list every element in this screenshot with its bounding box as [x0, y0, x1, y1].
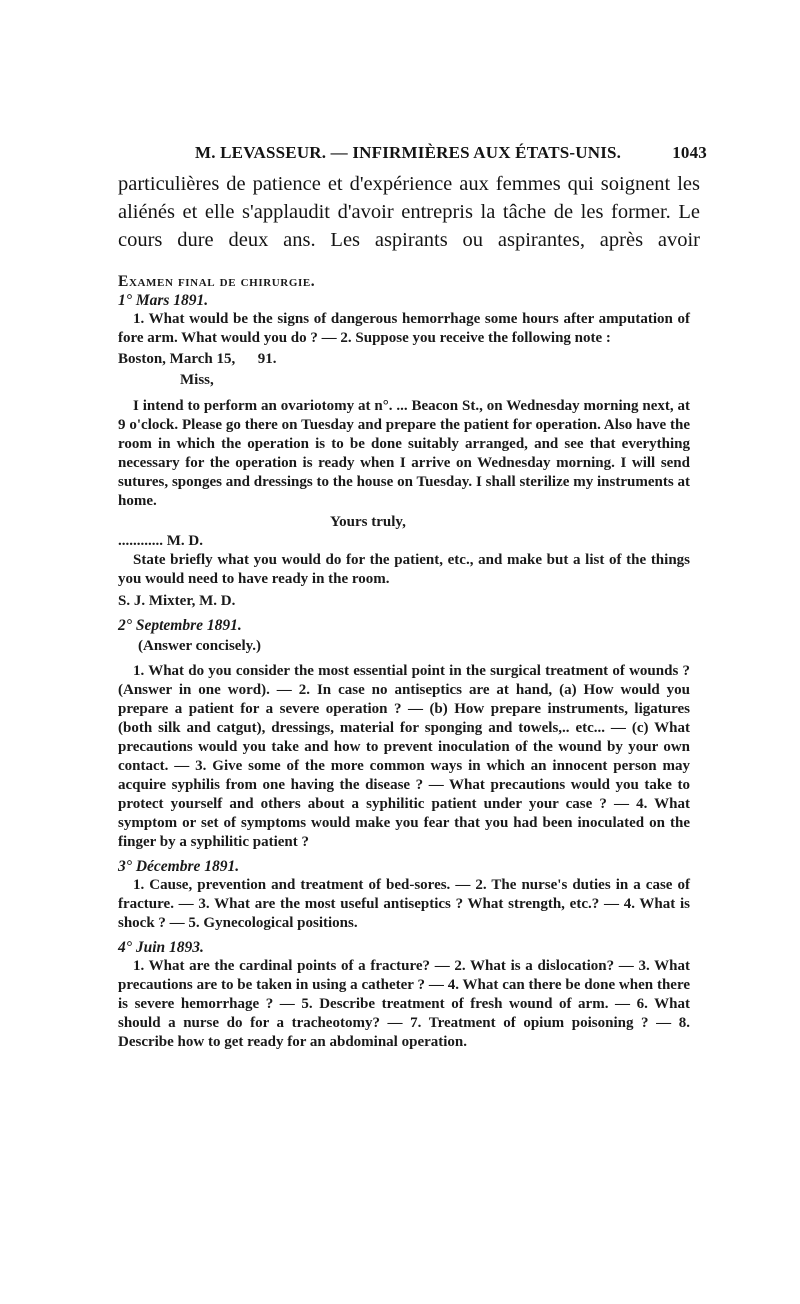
exam-questions: 1. What do you consider the most essential point in the surgical treatment of wounds ? (Answer in one word). — 2. In case no antiseptics are at hand, (a) How would you prepare a patient for a severe operation ? — (b) How prepare instruments, ligatures (both silk and catgut), dressings, material for sponging and towels,.. etc... — (c) What precautions would you take and how to prevent inoculation of the wound by your own contact. — 3. Give some of the more common ways in which an innocent person may acquire syphilis from one having the disease ? — What precautions would you take to protect yourself and others about a syphilitic patient under your case ? — 4. What symptom or set of symptoms would make you fear that you had been inoculated on the finger by a syphilitic patient ?	[118, 663, 690, 850]
exam-section	[118, 272, 690, 1052]
exam-date-heading: 2° Septembre 1891.	[118, 617, 242, 634]
exam-date-heading: 3° Décembre 1891.	[118, 858, 240, 875]
examiner-name: S. J. Mixter, M. D.	[118, 593, 236, 609]
page-number: 1043	[672, 143, 707, 162]
running-head-title: M. LEVASSEUR. — INFIRMIÈRES AUX ÉTATS-UNIS.	[195, 143, 622, 162]
exam-questions: 1. What are the cardinal points of a fracture? — 2. What is a dislocation? — 3. What precautions are to be taken in using a catheter ? — 4. What can there be done when there is severe hemorrhage ? — 5. Describe treatment of fresh wound of arm. — 6. What should a nurse do for a tracheotomy? — 7. Treatment of opium poisoning ? — 8. Describe how to get ready for an abdominal operation.	[118, 958, 690, 1050]
exam-date-heading: 4° Juin 1893.	[118, 939, 204, 956]
letter-closing: Yours truly,	[330, 514, 406, 530]
running-head	[195, 143, 707, 163]
section-title: Examen final de chirurgie.	[118, 273, 316, 290]
letter-salutation: Miss,	[180, 372, 214, 388]
letter-signature: ............ M. D.	[118, 533, 203, 549]
exam-date-heading: 1° Mars 1891.	[118, 292, 209, 309]
exam-questions: 1. Cause, prevention and treatment of bed-sores. — 2. The nurse's duties in a case of fracture. — 3. What are the most useful antiseptics ? What strength, etc.? — 4. What is shock ? — 5. Gynecological positions.	[118, 877, 690, 931]
intro-paragraph: particulières de patience et d'expérience aux femmes qui soignent les aliénés et elle s'applaudit d'avoir entrepris la tâche de les former. Le cours dure deux ans. Les aspirants ou aspirantes, après avoir	[118, 173, 700, 251]
letter-date: Boston, March 15, 91.	[118, 351, 277, 367]
exam-question: 1. What would be the signs of dangerous hemorrhage some hours after amputation of fore arm. What would you do ? — 2. Suppose you receive the following note :	[118, 311, 690, 346]
exam-instruction: State briefly what you would do for the patient, etc., and make but a list of the things you would need to have ready in the room.	[118, 552, 690, 587]
letter-body: I intend to perform an ovariotomy at n°. ... Beacon St., on Wednesday morning next, at 9 o'clock. Please go there on Tuesday and prepare the patient for operation. Also have the room in which the operation is to be done suitably arranged, and see that everything necessary for the operation is ready when I arrive on Wednesday morning. I will send sutures, sponges and dressings to the house on Tuesday. I shall sterilize my instruments at home.	[118, 398, 690, 509]
exam-note: (Answer concisely.)	[138, 638, 262, 654]
